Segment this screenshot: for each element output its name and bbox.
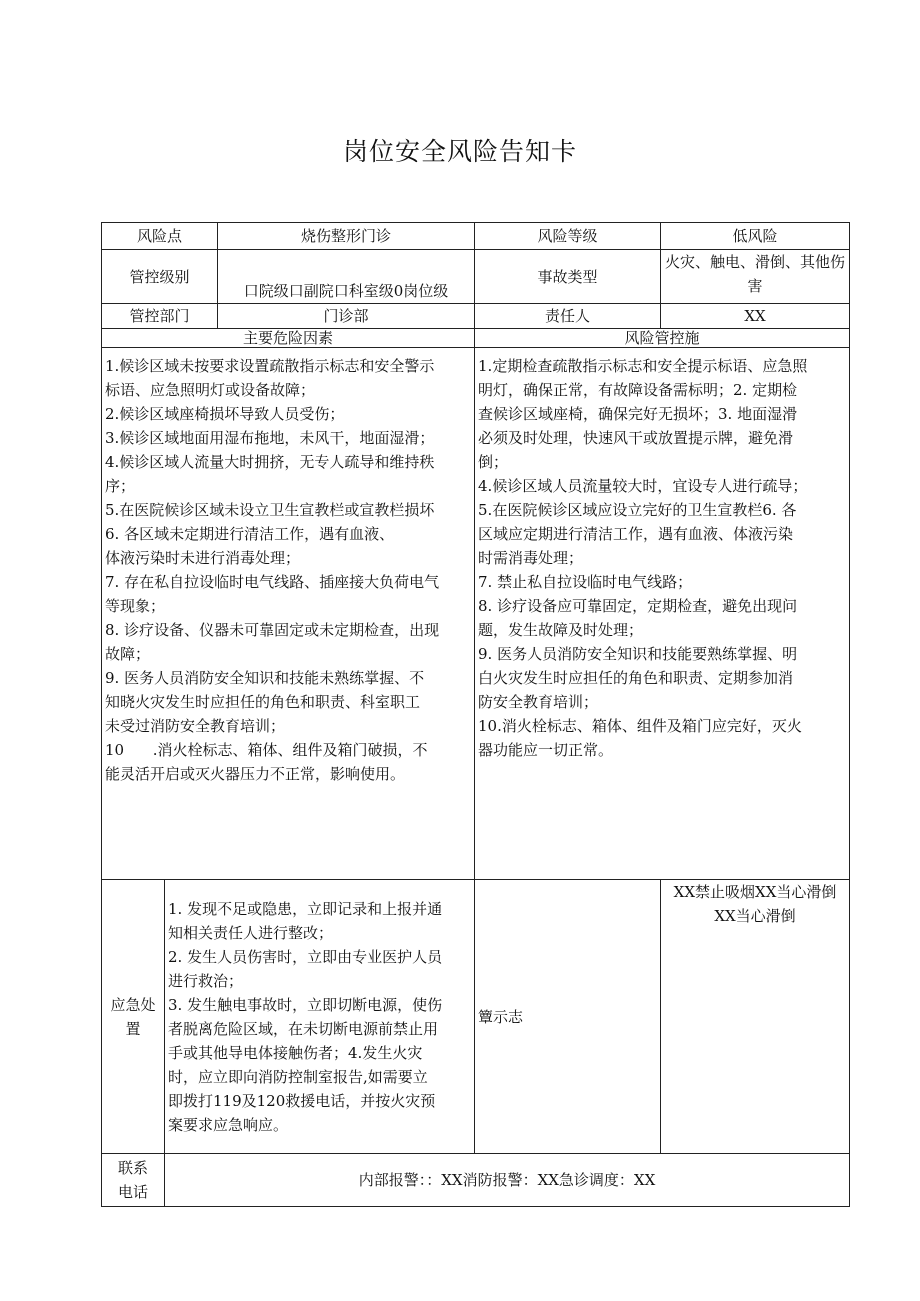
- emergency-cell: [165, 880, 475, 1154]
- risk-notice-table: [101, 222, 850, 1207]
- list-item: 7. 禁止私自拉设临时电气线路；: [478, 573, 693, 591]
- list-item: 10 .消火栓标志、箱体、组件及箱门破损，不: [105, 741, 428, 759]
- list-item: 体液污染时未进行消毒处理；: [105, 549, 301, 567]
- list-item: 者脱离危险区域，在未切断电源前禁止用: [168, 1019, 439, 1038]
- list-item: 2. 发生人员伤害时，立即由专业医护人员: [168, 947, 443, 966]
- list-item: 明灯，确保正常，有故障设备需标明；2. 定期检: [478, 381, 798, 399]
- responsible-label: 责任人: [475, 304, 661, 329]
- list-item: 进行救治；: [168, 971, 244, 990]
- list-item: 9. 医务人员消防安全知识和技能未熟练掌握、不: [105, 669, 425, 687]
- list-item: 5.在医院候诊区域未设立卫生宣教栏或宣教栏损坏: [105, 501, 435, 519]
- list-item: 知晓火灾发生时应担任的角色和职责、科室职工: [105, 693, 421, 711]
- table-row: [102, 329, 850, 348]
- list-item: 白火灾发生时应担任的角色和职责、定期参加消: [478, 669, 794, 687]
- table-row: [102, 250, 850, 304]
- table-row: [102, 880, 850, 1154]
- hazards-cell: [102, 348, 475, 880]
- list-item: 2.候诊区域座椅损坏导致人员受伤；: [105, 405, 345, 423]
- responsible-value: XX: [661, 304, 850, 329]
- contact-label-line: 电话: [117, 1183, 148, 1201]
- emergency-list: [168, 897, 471, 1137]
- list-item: 8. 诊疗设备应可靠固定，定期检查，避免出现问: [478, 597, 798, 615]
- list-item: 标语、应急照明灯或设备故障；: [105, 381, 316, 399]
- table-row: [102, 304, 850, 329]
- measures-cell: [475, 348, 850, 880]
- list-item: 8. 诊疗设备、仪器未可靠固定或未定期检查，出现: [105, 621, 440, 639]
- list-item: 9. 医务人员消防安全知识和技能要熟练掌握、明: [478, 645, 798, 663]
- list-item: 未受过消防安全教育培训；: [105, 717, 286, 735]
- list-item: 查候诊区域座椅，确保完好无损坏；3. 地面湿滑: [478, 405, 798, 423]
- accident-type-value: 火灾、触电、滑倒、其他伤害: [661, 250, 850, 304]
- hazards-list: [105, 354, 471, 786]
- list-item: 器功能应一切正常。: [478, 741, 614, 759]
- signs-value: XX禁止吸烟XX当心滑倒XX当心滑倒: [661, 880, 850, 1154]
- list-item: 倒；: [478, 453, 509, 471]
- list-item: 时，应立即向消防控制室报告,如需要立: [168, 1067, 428, 1086]
- list-item: 手或其他导电体接触伤者；4.发生火灾: [168, 1043, 423, 1062]
- hazards-heading: 主要危险因素: [102, 329, 475, 348]
- risk-point-label: 风险点: [102, 223, 218, 250]
- list-item: 5.在医院候诊区域应设立完好的卫生宣教栏6. 各: [478, 501, 797, 519]
- list-item: 10.消火栓标志、箱体、组件及箱门应完好，灭火: [478, 717, 802, 735]
- list-item: 等现象；: [105, 597, 166, 615]
- risk-point-value: 烧伤整形门诊: [218, 223, 475, 250]
- list-item: 时需消毒处理；: [478, 549, 584, 567]
- risk-level-value: 低风险: [661, 223, 850, 250]
- contact-label-line: 联系: [117, 1159, 148, 1177]
- control-level-value: 口院级口副院口科室级0岗位级: [218, 250, 475, 304]
- list-item: 6. 各区域未定期进行清洁工作，遇有血液、: [105, 525, 395, 543]
- list-item: 即拨打119及120救援电话，并按火灾预: [168, 1091, 436, 1110]
- list-item: 序；: [105, 477, 136, 495]
- list-item: 3. 发生触电事故时，立即切断电源，使伤: [168, 995, 443, 1014]
- list-item: 知相关责任人进行整改；: [168, 923, 334, 942]
- list-item: 能灵活开启或灭火器压力不正常，影响使用。: [105, 765, 406, 783]
- list-item: 案要求应急响应。: [168, 1115, 289, 1134]
- control-dept-value: 门诊部: [218, 304, 475, 329]
- list-item: 1.候诊区域未按要求设置疏散指示标志和安全警示: [105, 357, 435, 375]
- list-item: 3.候诊区域地面用湿布拖地，未风干，地面湿滑；: [105, 429, 435, 447]
- list-item: 1.定期检查疏散指示标志和安全提示标语、应急照: [478, 357, 808, 375]
- list-item: 故障；: [105, 645, 151, 663]
- emergency-label-line: 应急处: [110, 995, 156, 1014]
- emergency-label: [102, 880, 165, 1154]
- table-row: [102, 1154, 850, 1207]
- contact-phones: 内部报警：：XX消防报警：XX急诊调度：XX: [165, 1154, 850, 1207]
- control-level-label: 管控级别: [102, 250, 218, 304]
- list-item: 1. 发现不足或隐患，立即记录和上报并通: [168, 899, 443, 918]
- emergency-label-line: 置: [125, 1019, 141, 1038]
- measures-heading: 风险管控施: [475, 329, 850, 348]
- list-item: 必须及时处理，快速风干或放置提示牌，避免滑: [478, 429, 794, 447]
- risk-level-label: 风险等级: [475, 223, 661, 250]
- measures-list: [478, 354, 846, 762]
- page-title: 岗位安全风险告知卡: [342, 137, 577, 166]
- contact-label: [102, 1154, 165, 1207]
- signs-label: 簟示志: [475, 880, 661, 1154]
- list-item: 7. 存在私自拉设临时电气线路、插座接大负荷电气: [105, 573, 440, 591]
- accident-type-label: 事故类型: [475, 250, 661, 304]
- table-row: [102, 223, 850, 250]
- list-item: 题，发生故障及时处理；: [478, 621, 644, 639]
- list-item: 4.候诊区域人员流量较大时，宜设专人进行疏导；: [478, 477, 808, 495]
- list-item: 区域应定期进行清洁工作，遇有血液、体液污染: [478, 525, 794, 543]
- table-row: [102, 348, 850, 880]
- list-item: 4.候诊区域人流量大时拥挤，无专人疏导和维持秩: [105, 453, 435, 471]
- control-dept-label: 管控部门: [102, 304, 218, 329]
- list-item: 防安全教育培训；: [478, 693, 599, 711]
